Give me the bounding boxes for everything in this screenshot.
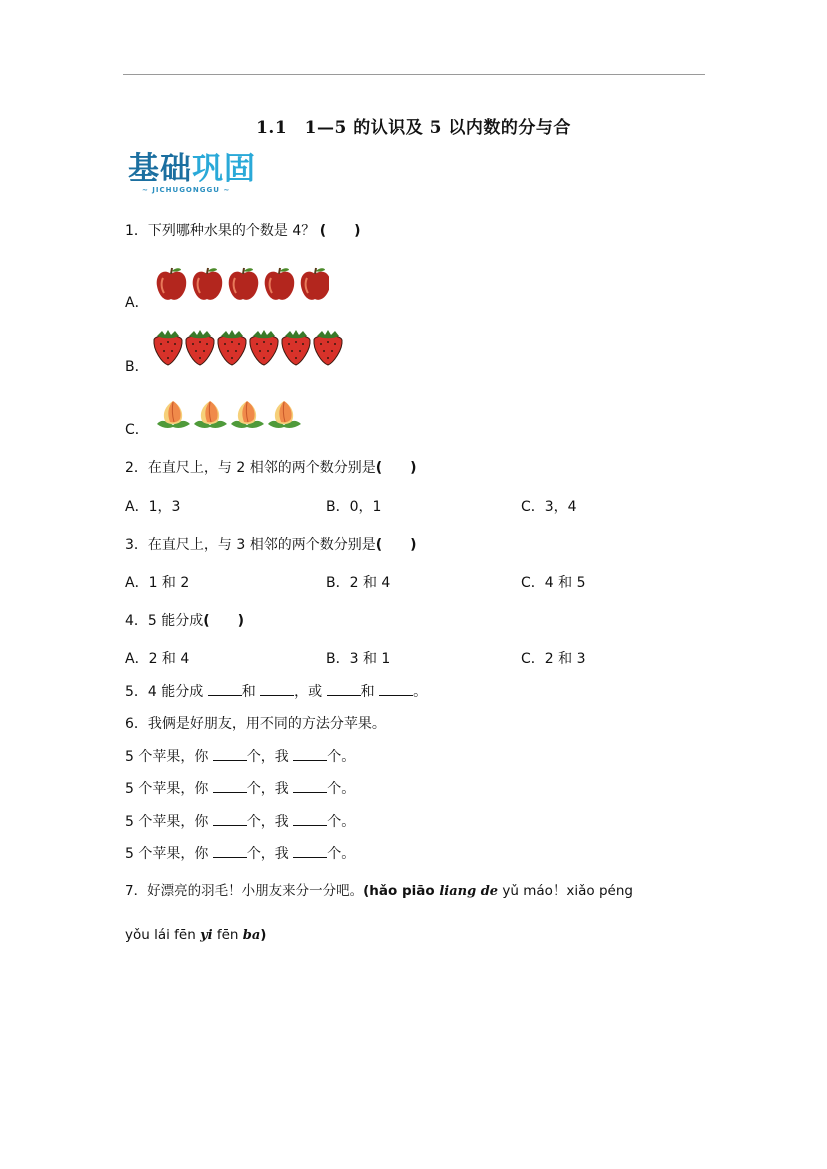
q5-text-3: ，或 [294,684,327,700]
apple-icon [265,268,295,300]
q3-option-b: B．2 和 4 [326,575,391,591]
q2-option-b: B．0，1 [326,499,382,515]
q7-pinyin-4: yǒu lái fēn [125,927,201,943]
q4-paren: ( ) [203,613,245,629]
q6-row-text-b: 个，我 [246,749,294,765]
q6-blank-you[interactable] [213,845,247,858]
peach-row [156,398,304,430]
q3-option-a: A．1 和 2 [125,575,190,591]
q1-option-b-fruits [151,330,346,366]
apple-icon [229,268,259,300]
q2-option-c: C．3，4 [521,499,577,515]
strawberry-icon [250,330,278,365]
q6-blank-me[interactable] [293,780,327,793]
q7-text: 7．好漂亮的羽毛！小朋友来分一分吧。 [125,883,364,899]
q6-row [125,748,355,766]
q6-row-text-b: 个，我 [246,781,294,797]
banner-main-2: 巩固 [192,151,256,187]
banner-sub: ~ JICHUGONGGU ~ [142,186,231,194]
q2-stem [125,459,417,477]
peach-icon [157,401,190,428]
q7-line-2 [125,926,266,945]
q6-blank-you[interactable] [213,813,247,826]
q3-option-c: C．4 和 5 [521,575,586,591]
q5-blank-1[interactable] [208,683,242,696]
apple-row [154,266,329,302]
q4-stem-text: 4．5 能分成 [125,613,204,629]
q5-line [125,683,427,701]
q2-paren: ( ) [375,460,417,476]
q3-stem [125,536,417,554]
section-banner [128,152,278,198]
peach-icon [268,401,301,428]
q7-pinyin-6: fēn [212,927,243,943]
header-rule [123,74,705,75]
q4-stem [125,612,244,630]
q3-stem-text: 3．在直尺上，与 3 相邻的两个数分别是 [125,537,376,553]
q6-blank-me[interactable] [293,748,327,761]
q7-pinyin-5: yi [200,928,213,943]
strawberry-icon [314,330,342,365]
q6-blank-me[interactable] [293,845,327,858]
q7-pinyin-3: yǔ máo！xiǎo péng [498,883,633,899]
q4-option-b: B．3 和 1 [326,651,391,667]
apple-icon [157,268,187,300]
q5-blank-4[interactable] [379,683,413,696]
apple-icon [193,268,223,300]
q7-pinyin-2: liang de [439,884,499,899]
q1-paren: ( ) [319,223,361,239]
q3-paren: ( ) [375,537,417,553]
q7-pinyin-1: (hǎo piāo [363,883,440,899]
q6-row [125,813,355,831]
q6-row-text-b: 个，我 [246,814,294,830]
q6-row-text-a: 5 个苹果，你 [125,749,213,765]
q4-option-a: A．2 和 4 [125,651,190,667]
peach-icon [194,401,227,428]
peach-icon [231,401,264,428]
q5-blank-3[interactable] [327,683,361,696]
apple-icon [301,268,329,300]
q1-option-a-label: A． [125,295,149,311]
q7-pinyin-7: ba [242,928,261,943]
q1-stem [125,222,361,240]
q5-text-2: 和 [241,684,261,700]
q6-row-text-c: 个。 [327,846,356,862]
q6-row-text-c: 个。 [327,814,356,830]
page-title: 1.1 1—5 的认识及 5 以内数的分与合 [256,118,571,138]
strawberry-icon [282,330,310,365]
q1-option-b-label: B． [125,359,149,375]
q5-text-1: 5．4 能分成 [125,684,208,700]
strawberry-icon [218,330,246,365]
q1-option-a-fruits [154,266,329,302]
q2-option-a: A．1，3 [125,499,181,515]
q5-text-5: 。 [413,684,428,700]
q5-text-4: 和 [360,684,380,700]
q6-row-text-a: 5 个苹果，你 [125,846,213,862]
banner-main-1: 基础 [128,151,192,187]
q1-option-c-label: C． [125,422,149,438]
q6-blank-you[interactable] [213,748,247,761]
q7-line-1 [125,882,633,901]
q6-row [125,780,355,798]
q6-row [125,845,355,863]
q6-blank-me[interactable] [293,813,327,826]
q6-blank-you[interactable] [213,780,247,793]
q5-blank-2[interactable] [260,683,294,696]
q1-stem-text: 1．下列哪种水果的个数是 4？ [125,223,316,239]
q6-row-text-a: 5 个苹果，你 [125,814,213,830]
q4-option-c: C．2 和 3 [521,651,586,667]
q6-row-text-a: 5 个苹果，你 [125,781,213,797]
q7-paren-close: ) [260,927,267,943]
q2-stem-text: 2．在直尺上，与 2 相邻的两个数分别是 [125,460,376,476]
strawberry-icon [154,330,182,365]
strawberry-icon [186,330,214,365]
q1-option-c-fruits [156,398,304,430]
q6-row-text-c: 个。 [327,749,356,765]
q6-row-text-c: 个。 [327,781,356,797]
strawberry-row [151,330,346,366]
q6-stem: 6．我俩是好朋友，用不同的方法分苹果。 [125,716,386,732]
q6-row-text-b: 个，我 [246,846,294,862]
